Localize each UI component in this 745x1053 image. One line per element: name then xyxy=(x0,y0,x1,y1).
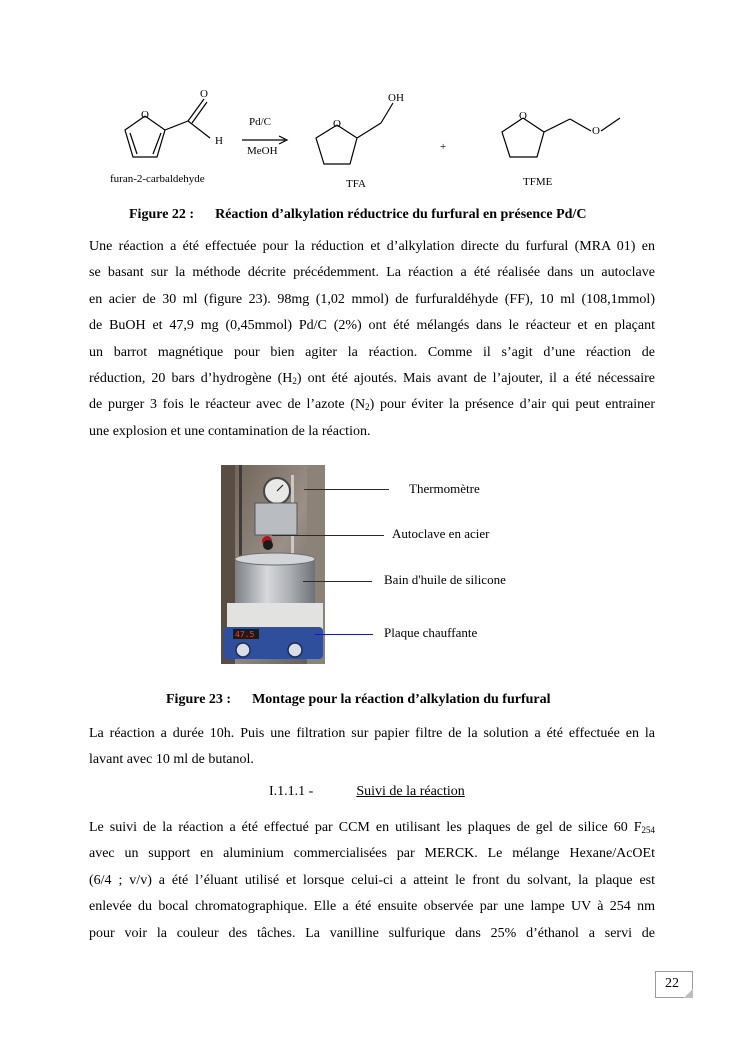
reagent-solvent-label: MeOH xyxy=(247,145,278,157)
text-fragment: ) pour éviter la présence d’air qui peut entrainer xyxy=(369,397,655,413)
paragraph-filtration xyxy=(89,721,655,774)
label-hot-plate: Plaque chauffante xyxy=(384,625,478,640)
pointer-hotplate xyxy=(315,634,373,635)
text-line: pour voir la couleur des tâches. La vanilline sulfurique dans 25% d’éthanol a servi de xyxy=(89,925,655,941)
text-line: Une réaction a été effectuée pour la réduction et d’alkylation directe du furfural (MRA 01) en xyxy=(89,239,655,254)
pointer-autoclave xyxy=(272,535,384,536)
tfme-ether-oxygen-atom: O xyxy=(592,125,600,137)
text-line: lavant avec 10 ml de butanol. xyxy=(89,752,254,768)
text-line xyxy=(89,392,655,418)
tfa-ring-oxygen-atom: O xyxy=(333,118,341,130)
aldehyde-oxygen-atom: O xyxy=(200,88,208,100)
text-line: (6/4 ; v/v) a été l’éluant utilisé et lorsque celui-ci a atteint le front du solvant, la plaque est xyxy=(89,872,655,888)
text-line: une explosion et une contamination de la réaction. xyxy=(89,423,371,439)
page-number-box xyxy=(655,971,693,998)
label-thermometer: Thermomètre xyxy=(409,481,480,496)
figure-22-caption xyxy=(129,207,586,223)
paragraph-reaction-procedure xyxy=(89,234,655,445)
label-autoclave: Autoclave en acier xyxy=(392,526,490,541)
text-line: La réaction a durée 10h. Puis une filtration sur papier filtre de la solution a été effectuée en la xyxy=(89,726,655,741)
figure-23-caption xyxy=(166,692,551,708)
text-fragment: ) ont été ajoutés. Mais avant de l’ajouter, il a été nécessaire xyxy=(296,370,656,386)
pointer-thermometer xyxy=(304,489,389,490)
autoclave-setup-photo xyxy=(221,465,325,664)
text-line: de BuOH et 47,9 mg (0,45mmol) Pd/C (2%) ont été mélangés dans le réacteur et en plaçant xyxy=(89,318,655,334)
text-line: se basant sur la méthode décrite précédemment. La réaction a été réalisée dans un autoclave xyxy=(89,265,655,281)
section-number: I.1.1.1 - xyxy=(269,784,314,799)
text-fragment: réduction, 20 bars d’hydrogène (H xyxy=(89,370,293,386)
text-fragment: Le suivi de la réaction a été effectué par CCM en utilisant les plaques de gel de silice 60 F xyxy=(89,820,642,835)
section-title: Suivi de la réaction xyxy=(356,784,465,799)
plus-sign: + xyxy=(440,141,447,153)
subscript: 2 xyxy=(292,375,297,386)
text-fragment: de purger 3 fois le réacteur avec de l’azote (N xyxy=(89,397,366,413)
subscript: 254 xyxy=(641,825,655,835)
figure-23-number: Figure 23 : xyxy=(166,692,232,707)
text-line: un barrot magnétique pour bien agiter la réaction. Comme il s’agit d’une réaction de xyxy=(89,344,655,360)
tfme-ring-oxygen-atom: O xyxy=(519,110,527,122)
furan-oxygen-atom: O xyxy=(141,109,149,121)
subscript: 2 xyxy=(365,402,370,413)
text-line: avec un support en aluminium commercialisées par MERCK. Le mélange Hexane/AcOEt xyxy=(89,846,655,862)
section-heading xyxy=(269,784,465,800)
figure-22-number: Figure 22 : xyxy=(129,207,195,222)
label-oil-bath: Bain d'huile de silicone xyxy=(384,572,506,587)
reagent-catalyst-label: Pd/C xyxy=(249,116,272,128)
hotplate-display-readout: 47.5 xyxy=(235,630,255,639)
pointer-bath xyxy=(303,581,372,582)
aldehyde-hydrogen-atom: H xyxy=(215,135,223,147)
tfa-hydroxyl-label: OH xyxy=(388,92,404,104)
text-line: en acier de 30 ml (figure 23). 98mg (1,02 mmol) de furfuraldéhyde (FF), 10 ml (108,1mmol) xyxy=(89,291,655,307)
text-line: enlevée du bocal chromatographique. Elle a été ensuite observée par une lampe UV à 254 nm xyxy=(89,899,655,915)
paragraph-tlc-monitoring xyxy=(89,815,655,947)
reactant-name-label: furan-2-carbaldehyde xyxy=(110,173,205,185)
reaction-scheme xyxy=(100,85,660,195)
product-tfme-label: TFME xyxy=(523,176,553,188)
figure-23-title: Montage pour la réaction d’alkylation du furfural xyxy=(252,692,551,707)
product-tfa-label: TFA xyxy=(346,178,366,190)
page-number: 22 xyxy=(665,976,679,991)
text-line xyxy=(89,815,655,841)
figure-22-title: Réaction d’alkylation réductrice du furfural en présence Pd/C xyxy=(215,207,587,222)
text-line xyxy=(89,366,655,392)
